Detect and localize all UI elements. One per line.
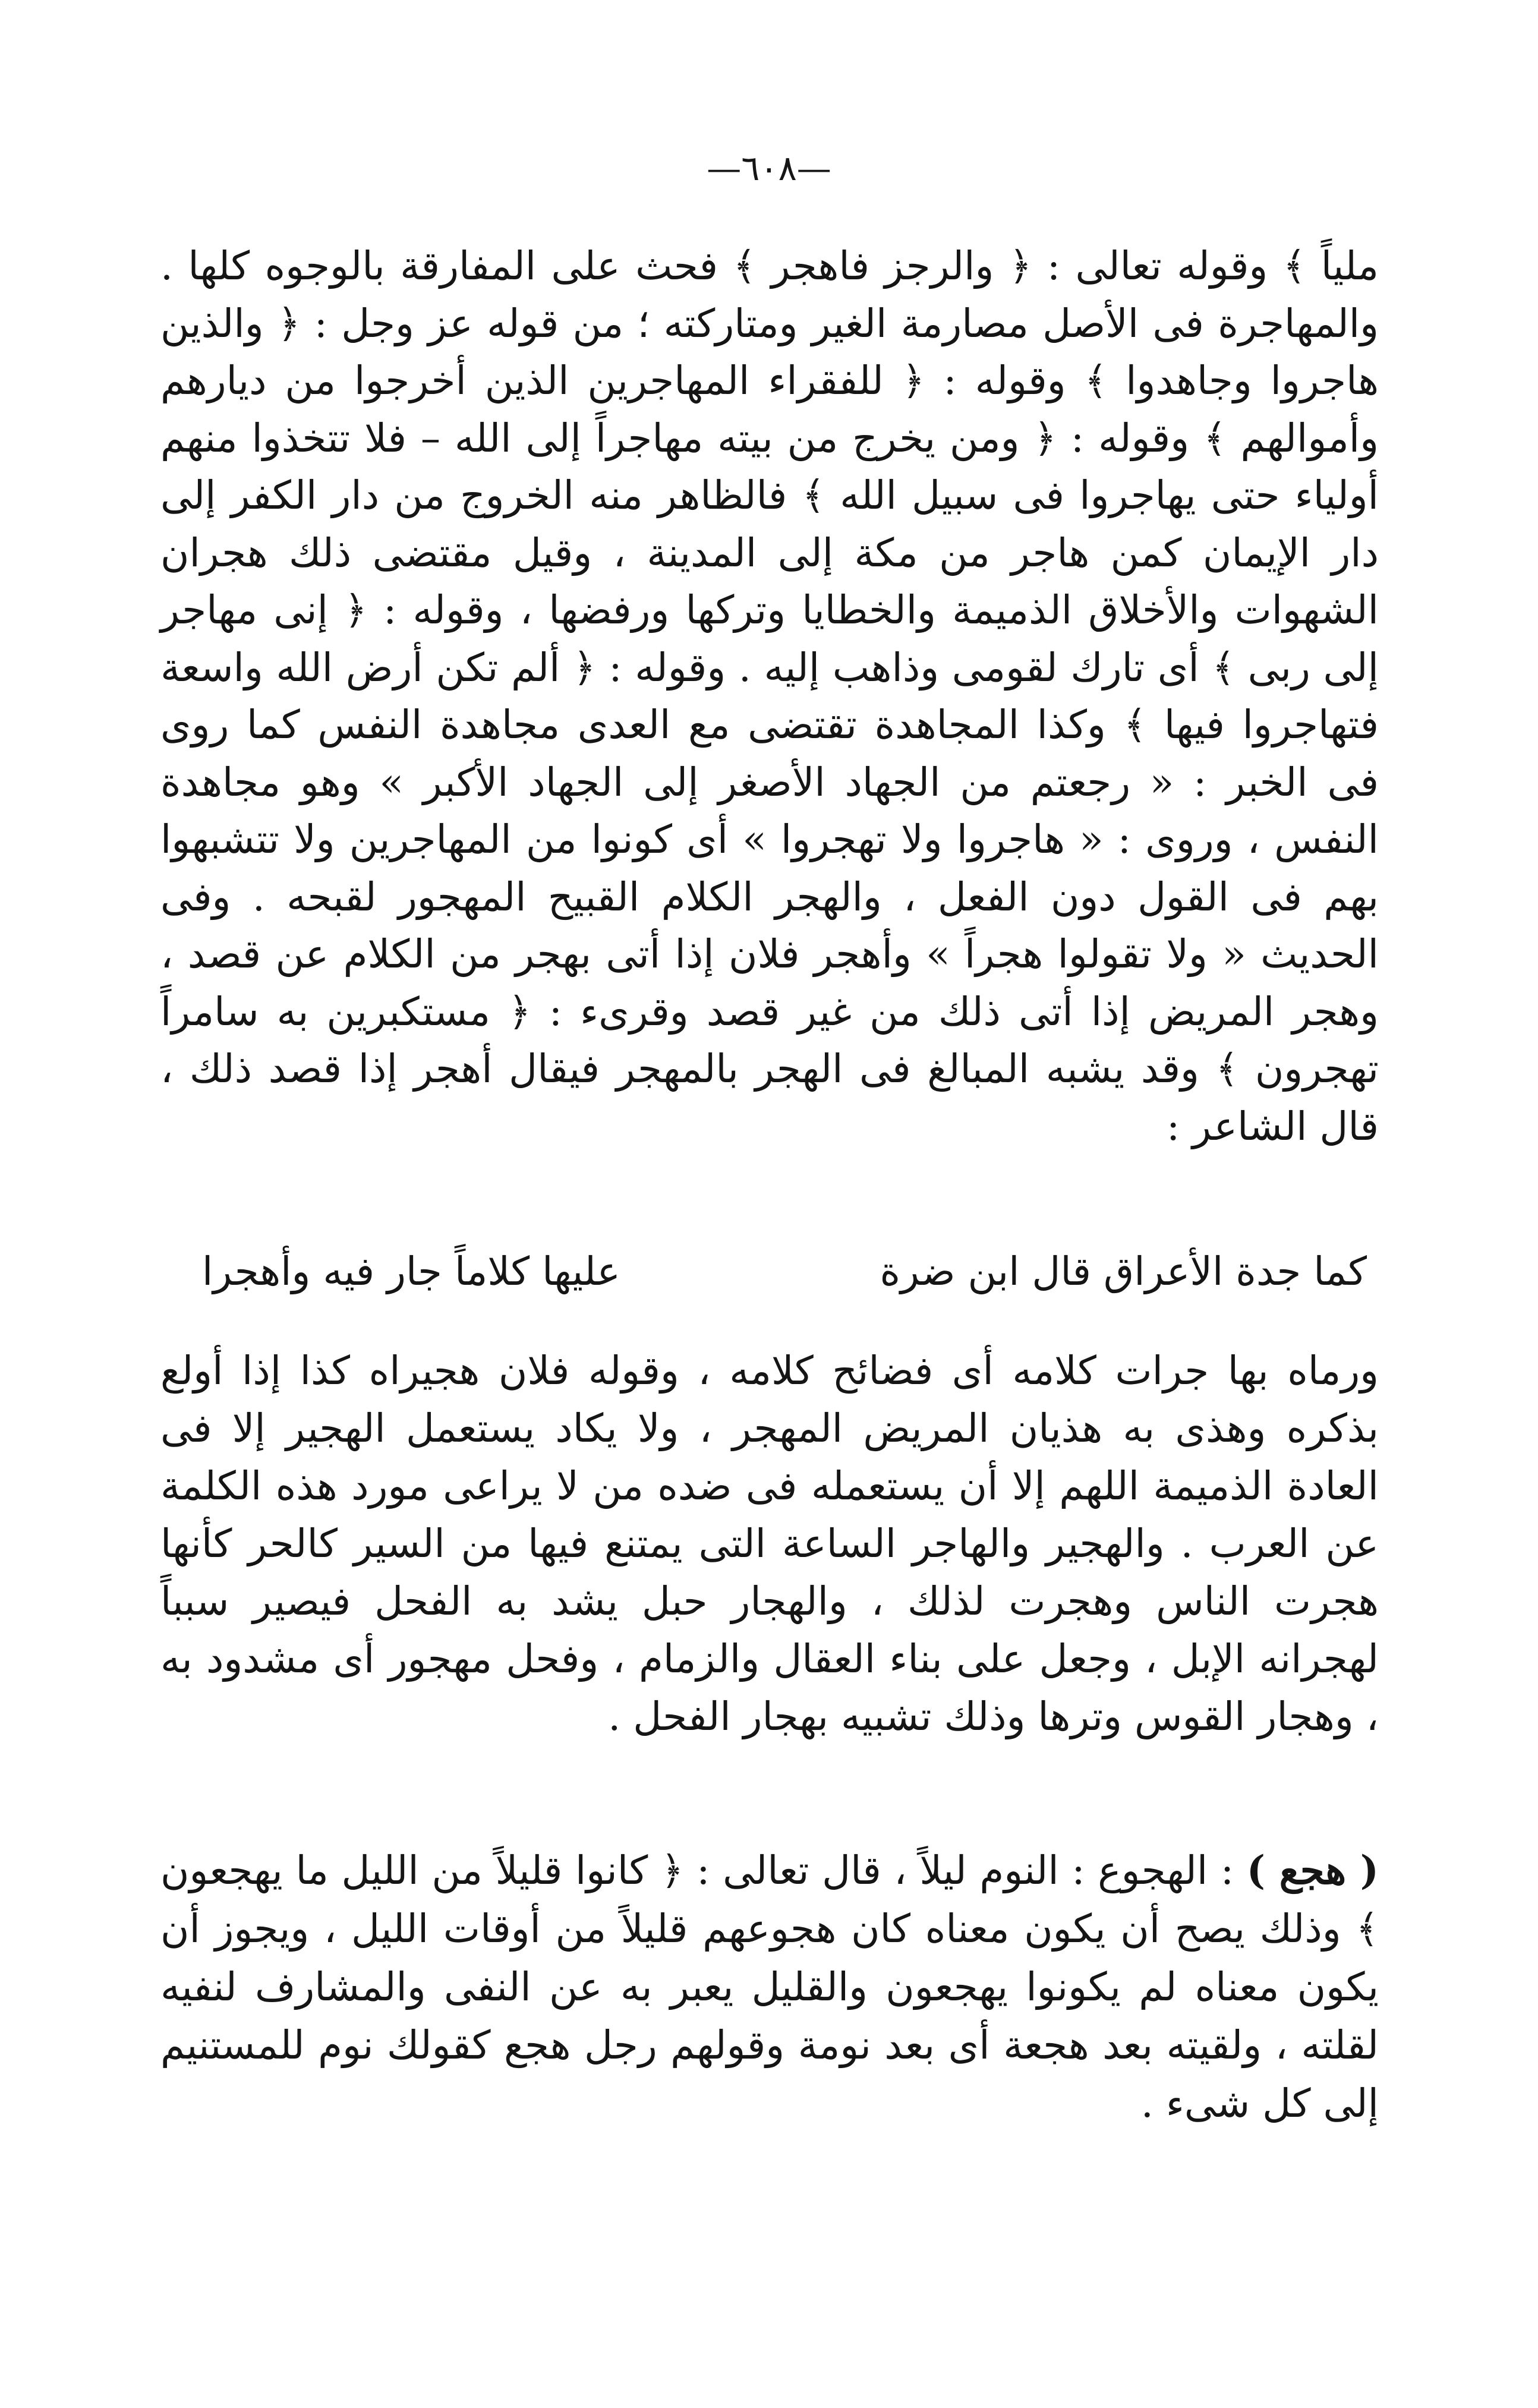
paragraph-text: ملياً ﴾ وقوله تعالى : ﴿ والرجز فاهجر ﴾ فحث على المفارقة بالوجوه كلها . والمهاجرة فى الأصل مصارمة الغير ومتاركته ؛ من قوله عز وجل : ﴿ والذين هاجروا وجاهدوا ﴾ وقوله : ﴿ للفقراء المهاجرين الذين أخرجوا من ديارهم وأموالهم ﴾ وقوله : ﴿ ومن يخرج من بيته مهاجراً إلى الله – فلا تتخذوا منهم أولياء حتى يهاجروا فى سبيل الله ﴾ فالظاهر منه الخروج من دار الكفر إلى دار الإيمان كمن هاجر من مكة إلى المدينة ، وقيل مقتضى ذلك هجران الشهوات والأخلاق الذميمة والخطايا وتركها ورفضها ، وقوله : ﴿ إنى مهاجر إلى ربى ﴾ أى تارك لقومى وذاهب إليه . وقوله : ﴿ ألم تكن أرض الله واسعة فتهاجروا فيها ﴾ وكذا المجاهدة تقتضى مع العدى مجاهدة النفس كما روى فى الخبر : « رجعتم من الجهاد الأصغر إلى الجهاد الأكبر » وهو مجاهدة النفس ، وروى : « هاجروا ولا تهجروا » أى كونوا من المهاجرين ولا تتشبهوا بهم فى القول دون الفعل ، والهجر الكلام القبيح المهجور لقبحه . وفى الحديث « ولا تقولوا هجراً » وأهجر فلان إذا أتى بهجر من الكلام عن قصد ، وهجر المريض إذا أتى ذلك من غير قصد وقرىء : ﴿ مستكبرين به سامراً تهجرون ﴾ وقد يشبه المبالغ فى الهجر بالمهجر فيقال أهجر إذا قصد ذلك ، قال الشاعر : (160, 243, 1379, 1149)
poetry-verse (202, 1242, 1367, 1301)
paragraph-hajir (160, 1342, 1379, 1745)
entry-hajaa (160, 1841, 1379, 2133)
verse-first-hemistich: كما جدة الأعراق قال ابن ضرة (880, 1249, 1367, 1294)
entry-text: : الهجوع : النوم ليلاً ، قال تعالى : ﴿ كانوا قليلاً من الليل ما يهجعون ﴾ وذلك يصح أن يكون معناه كان هجوعهم قليلاً من أوقات الليل ، ويجوز أن يكون معناه لم يكونوا يهجعون والقليل يعبر به عن النفى والمشارف لنفيه لقلته ، ولقيته بعد هجعة أى بعد نومة وقولهم رجل هجع كقولك نوم للمستنيم إلى كل شىء . (160, 1848, 1379, 2126)
entry-headword: ( هجع ) (1246, 1847, 1379, 1893)
verse-second-hemistich: عليها كلاماً جار فيه وأهجرا (202, 1249, 620, 1294)
paragraph-text: ورماه بها جرات كلامه أى فضائح كلامه ، وقوله فلان هجيراه كذا إذا أولع بذكره وهذى به هذيان المريض المهجر ، ولا يكاد يستعمل الهجير إلا فى العادة الذميمة اللهم إلا أن يستعمله فى ضده من لا يراعى مورد هذه الكلمة عن العرب . والهجير والهاجر الساعة التى يمتنع فيها من السير كالحر كأنها هجرت الناس وهجرت لذلك ، والهجار حبل يشد به الفحل فيصير سبباً لهجرانه الإبل ، وجعل على بناء العقال والزمام ، وفحل مهجور أى مشدود به ، وهجار القوس وترها وذلك تشبيه بهجار الفحل . (160, 1348, 1379, 1739)
entry-paragraph (160, 1841, 1379, 2133)
page-number: —٦٠٨— (707, 148, 831, 188)
paragraph-hijra (160, 238, 1379, 1155)
